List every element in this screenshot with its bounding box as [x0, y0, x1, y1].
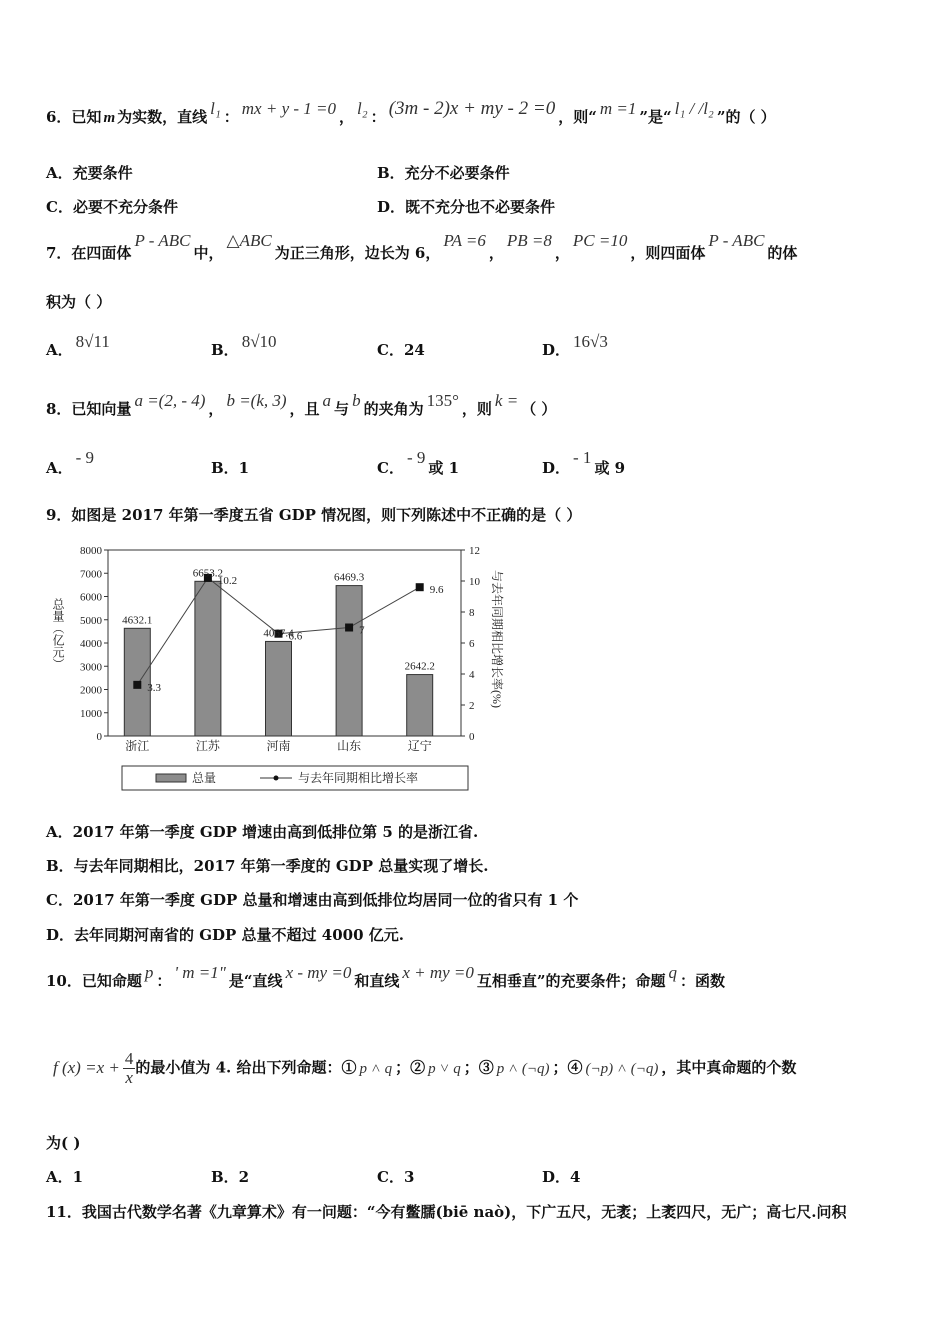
q8-t5: （ ）	[521, 400, 557, 418]
q10-e3: p ˄ (¬q)	[496, 1060, 550, 1077]
q10-t2: 和直线	[354, 972, 400, 990]
q10-stem-2	[50, 1050, 796, 1087]
q7-pabc: P - ABC	[134, 231, 191, 250]
q8-option-a-value: - 9	[75, 448, 95, 467]
right-axis-tick-label: 0	[469, 731, 475, 743]
gdp-bar-value-label: 4067.4	[263, 627, 294, 640]
legend-line-marker	[274, 776, 279, 781]
q10-option-a: A．1	[46, 1168, 84, 1186]
gdp-bar	[195, 581, 221, 736]
q7-t4: 的体	[767, 244, 798, 262]
q10-cond: ' m =1"	[174, 963, 226, 982]
q7-option-b-value: 8√10	[241, 332, 277, 351]
left-axis-tick-label: 4000	[80, 638, 102, 650]
q10-stem	[46, 963, 726, 991]
q9-option-c: C．2017 年第一季度 GDP 总量和增速由高到低排位均居同一位的省只有 1 个	[46, 891, 579, 909]
q8-option-d-value: - 1	[573, 448, 592, 467]
q6-m: m	[103, 110, 116, 126]
q8-option-c-tail: 或 1	[428, 459, 460, 477]
q8-option-b: B．1	[211, 459, 250, 477]
q10-q: q	[668, 963, 678, 982]
q10-t3: 互相垂直”的充要条件；命题	[476, 972, 666, 990]
legend-bar-label: 总量	[192, 771, 217, 785]
q8-option-a	[46, 448, 97, 478]
q6-eq1: mx + y - 1 =0	[241, 99, 337, 118]
q6-colon1: ：	[223, 108, 239, 126]
q10-p: p	[144, 963, 154, 982]
q7-pabc2: P - ABC	[708, 231, 765, 250]
q11-stem: 11．我国古代数学名著《九章算术》有一问题：“今有鳖臑(biē naò)，下广五尺，无袤；上袤四尺，无广；高七尺.问积	[46, 1203, 847, 1221]
x-category-label: 河南	[266, 739, 291, 753]
left-axis-tick-label: 1000	[80, 707, 102, 720]
x-category-label: 辽宁	[407, 739, 432, 753]
legend-bar-swatch	[156, 774, 186, 782]
gdp-bar-value-label: 2642.2	[404, 660, 435, 673]
q9-option-b: B．与去年同期相比，2017 年第一季度的 GDP 总量实现了增长.	[46, 857, 489, 875]
q7-option-b	[211, 332, 280, 360]
q9-option-d: D．去年同期河南省的 GDP 总量不超过 4000 亿元.	[46, 926, 404, 944]
q6-t4: ”的（ ）	[716, 108, 776, 126]
left-axis-tick-label: 0	[96, 731, 102, 743]
q7-pc: PC =10	[572, 231, 628, 250]
q6-comma1: ，	[339, 108, 355, 126]
q6-par: l₁ / /l₂	[674, 99, 714, 118]
q7-option-d-value: 16√3	[573, 332, 608, 351]
q10-l2: x + my =0	[402, 963, 474, 982]
gdp-bar-value-label: 6469.3	[333, 571, 365, 584]
q8-c1: ，	[208, 400, 224, 418]
q9-option-a: A．2017 年第一季度 GDP 增速由高到低排位第 5 的是浙江省.	[46, 823, 479, 841]
q6-stem	[46, 98, 776, 128]
left-axis-tick-label: 5000	[80, 614, 102, 627]
q7-tri: △ABC	[226, 231, 272, 250]
q8-t2: 与	[334, 400, 350, 418]
q8-option-c-label: C．	[377, 459, 404, 477]
q8-b-eq: b =(k, 3)	[226, 391, 287, 410]
q10-fraction-num: 4	[124, 1049, 134, 1068]
q6-option-b: B．充分不必要条件	[377, 164, 510, 182]
q6-eq2: (3m - 2)x + my - 2 =0	[388, 98, 556, 119]
q10-l1: x - my =0	[285, 963, 352, 982]
left-axis-tick-label: 3000	[80, 661, 102, 674]
q8-angle: 135°	[426, 391, 459, 410]
q7-lead: 7．在四面体	[46, 244, 132, 262]
growth-rate-point	[416, 583, 424, 591]
q8-t4: ，则	[461, 400, 492, 418]
right-axis-tick-label: 8	[469, 607, 475, 619]
growth-rate-value-label: 10.2	[217, 574, 238, 587]
q10-fraction	[123, 1050, 136, 1087]
right-axis-tick-label: 6	[469, 638, 475, 650]
growth-rate-value-label: 6.6	[288, 630, 303, 643]
q7-t3: ，则四面体	[630, 244, 706, 262]
right-axis-tick-label: 10	[469, 576, 480, 588]
gdp-bar-value-label: 4632.1	[122, 614, 153, 627]
gdp-bar	[336, 586, 362, 736]
q7-c1: ，	[488, 244, 504, 262]
q6-option-a: A．充要条件	[46, 164, 133, 182]
q8-option-d	[542, 448, 626, 478]
q10-s1: ；②	[395, 1058, 426, 1077]
q10-fx: f (x) =x +	[53, 1057, 120, 1077]
q8-option-d-tail: 或 9	[594, 459, 626, 477]
q6-colon2: ：	[370, 108, 386, 126]
q8-option-d-label: D．	[542, 459, 571, 477]
left-axis-tick-label: 8000	[80, 545, 102, 557]
legend-line-label: 与去年同期相比增长率	[298, 771, 419, 785]
left-axis-tick-label: 6000	[80, 591, 102, 604]
q8-a: a	[322, 391, 332, 410]
q6-option-d: D．既不充分也不必要条件	[377, 198, 556, 216]
q7-option-a	[46, 332, 113, 360]
gdp-bar	[266, 641, 292, 736]
q7-stem	[46, 231, 798, 263]
gdp-bar	[407, 675, 433, 736]
q10-e1: p ˄ q	[359, 1060, 393, 1077]
q8-stem	[46, 391, 557, 419]
growth-rate-point	[133, 681, 141, 689]
left-axis-tick-label: 7000	[80, 568, 102, 581]
growth-rate-value-label: 9.6	[429, 584, 444, 597]
q7-option-d	[542, 332, 611, 360]
q8-option-a-label: A．	[46, 459, 73, 477]
q7-pa: PA =6	[443, 231, 486, 250]
growth-rate-value-label: 7	[359, 624, 365, 637]
q7-option-a-label: A．	[46, 341, 73, 359]
right-axis-tick-label: 4	[469, 669, 475, 681]
q6-cond: m =1	[599, 99, 637, 118]
q10-t1: 是“直线	[228, 972, 283, 990]
q8-t1: ，且	[289, 400, 320, 418]
q9-stem: 9．如图是 2017 年第一季度五省 GDP 情况图，则下列陈述中不正确的是（ ）	[46, 506, 582, 524]
q10-t4: ：函数	[680, 972, 726, 990]
q7-option-b-label: B．	[211, 341, 239, 359]
left-axis-tick-label: 2000	[80, 684, 102, 697]
q7-pb: PB =8	[506, 231, 552, 250]
q8-b: b	[352, 391, 361, 410]
right-axis-title: 与去年同期相比增长率(%)	[490, 570, 504, 708]
q7-c2: ，	[554, 244, 570, 262]
x-category-label: 江苏	[195, 739, 220, 753]
q6-option-c: C．必要不充分条件	[46, 198, 178, 216]
q7-t1: 中，	[193, 244, 224, 262]
q10-colon: ：	[156, 972, 172, 990]
q10-option-c: C．3	[377, 1168, 415, 1186]
q7-option-a-value: 8√11	[75, 332, 110, 351]
q10-t6: ，其中真命题的个数	[661, 1058, 797, 1077]
q8-a-eq: a =(2, - 4)	[134, 391, 206, 410]
growth-rate-point	[345, 624, 353, 632]
q7-option-c: C．24	[377, 341, 425, 359]
q8-lead: 8．已知向量	[46, 400, 132, 418]
q8-k: k =	[494, 391, 519, 410]
gdp-chart	[46, 538, 516, 800]
q6-lead: 6．已知	[46, 108, 102, 126]
growth-rate-value-label: 3.3	[147, 681, 162, 694]
left-axis-title: 总量（亿元）	[51, 598, 65, 670]
q10-s3: ；④	[552, 1058, 583, 1077]
q10-stem-cont: 为( )	[46, 1134, 81, 1152]
q10-lead: 10．已知命题	[46, 972, 142, 990]
x-category-label: 山东	[337, 739, 362, 753]
q10-e4: (¬p) ˄ (¬q)	[585, 1060, 659, 1077]
q6-t3: ”是“	[639, 108, 672, 126]
q6-t2: ，则“	[558, 108, 597, 126]
q10-t5: 的最小值为 4. 给出下列命题：①	[135, 1058, 357, 1077]
q7-option-d-label: D．	[542, 341, 571, 359]
q10-e2: p ˅ q	[428, 1060, 461, 1077]
q8-t3: 的夹角为	[363, 400, 424, 418]
q10-s2: ；③	[463, 1058, 494, 1077]
q8-option-c	[377, 448, 460, 478]
right-axis-tick-label: 2	[469, 700, 475, 712]
gdp-bar-value-label: 6653.2	[192, 567, 224, 580]
q7-stem-cont: 积为（ ）	[46, 293, 112, 311]
x-category-label: 浙江	[125, 739, 150, 753]
q8-option-c-value: - 9	[406, 448, 426, 467]
q6-t1: 为实数，直线	[117, 108, 208, 126]
q10-fraction-den: x	[125, 1068, 133, 1087]
right-axis-tick-label: 12	[469, 545, 480, 557]
q10-option-b: B．2	[211, 1168, 250, 1186]
q7-t2: 为正三角形，边长为 6，	[274, 244, 441, 262]
q10-option-d: D．4	[542, 1168, 581, 1186]
q6-l2: l₂	[357, 99, 368, 118]
q6-l1: l₁	[210, 99, 221, 118]
